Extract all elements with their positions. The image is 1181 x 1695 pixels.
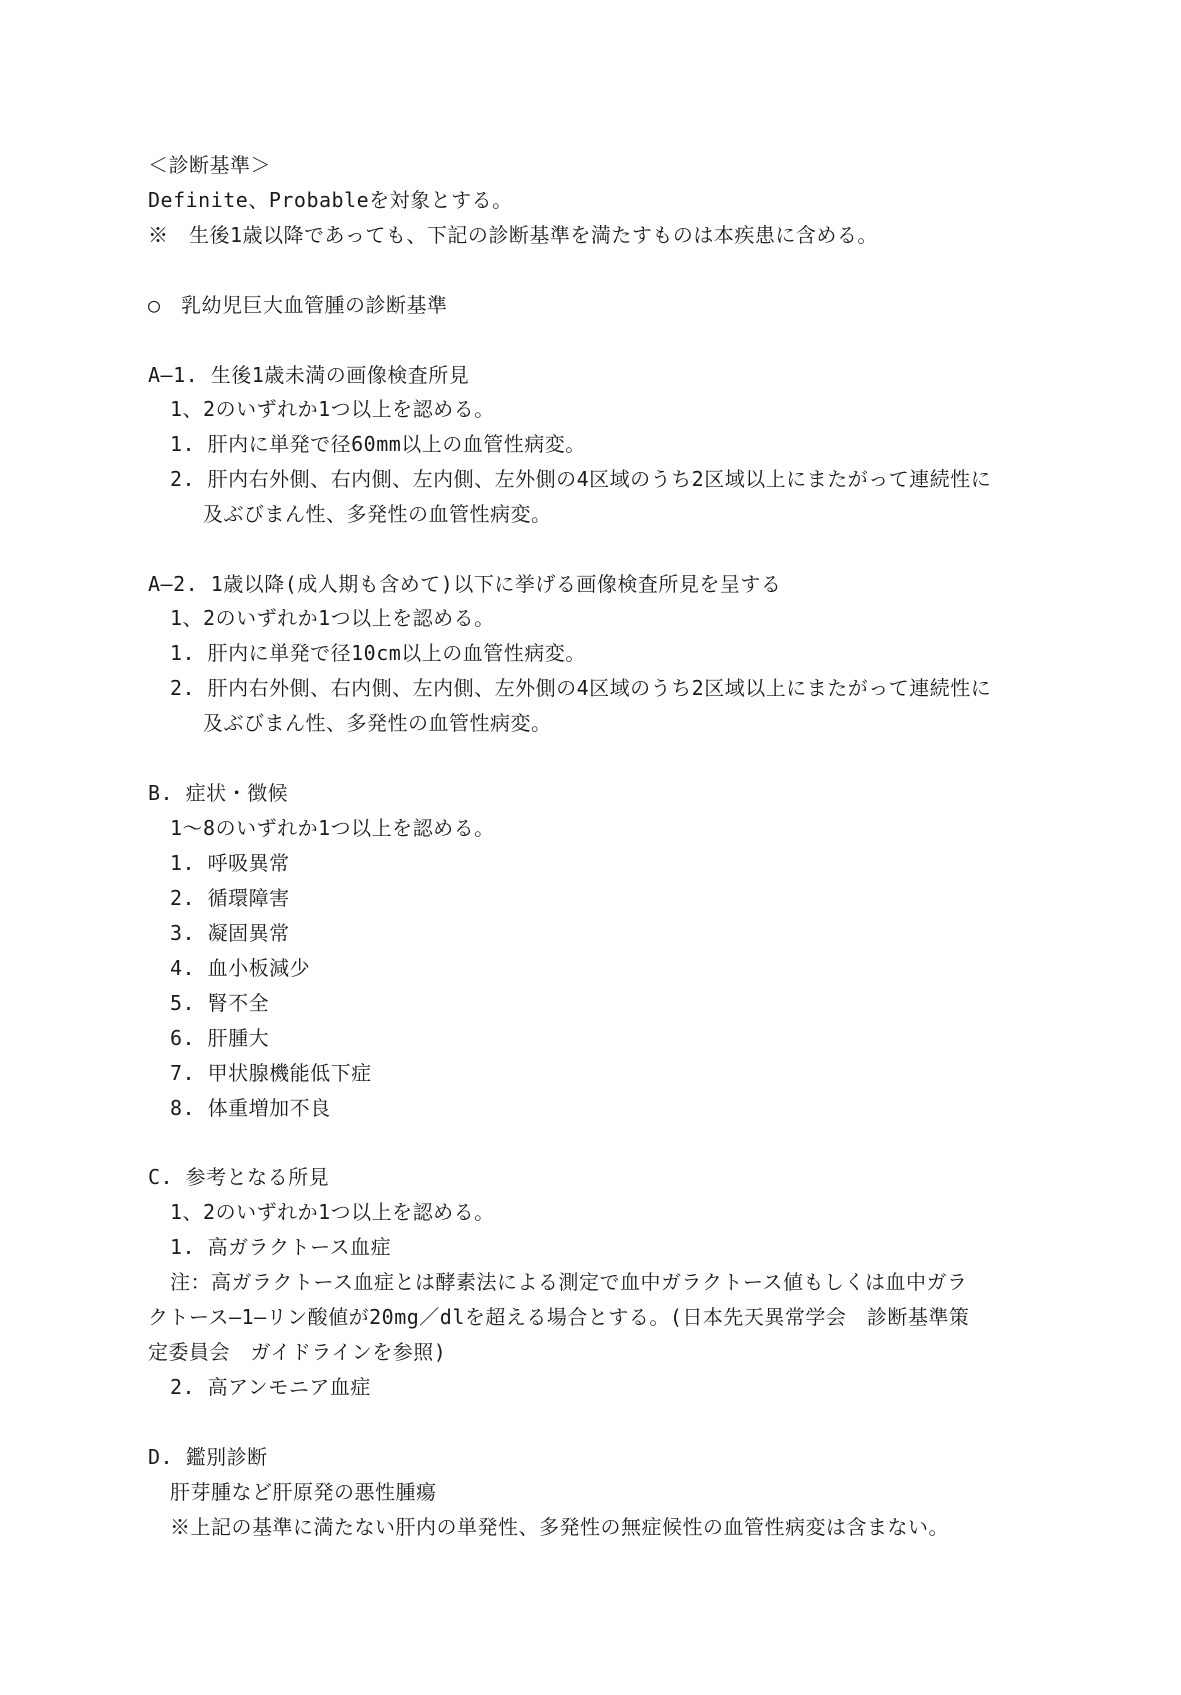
section-a2-item-2: 2. 肝内右外側、右内側、左内側、左外側の4区域のうち2区域以上にまたがって連続性に	[170, 676, 992, 700]
symptom-item: 5. 腎不全	[170, 991, 270, 1015]
section-a1-item-2: 2. 肝内右外側、右内側、左内側、左外側の4区域のうち2区域以上にまたがって連続性に	[170, 467, 992, 491]
symptom-item: 1. 呼吸異常	[170, 851, 290, 875]
age-note: ※ 生後1歳以降であっても、下記の診断基準を満たすものは本疾患に含める。	[148, 223, 878, 247]
symptom-item: 7. 甲状腺機能低下症	[170, 1061, 372, 1085]
section-a1-item-1: 1. 肝内に単発で径60mm以上の血管性病変。	[170, 432, 586, 456]
criteria-title: ○ 乳幼児巨大血管腫の診断基準	[148, 293, 448, 317]
target-statement: Definite、Probableを対象とする。	[148, 188, 513, 212]
symptom-item: 6. 肝腫大	[170, 1026, 270, 1050]
section-c-title: C. 参考となる所見	[148, 1165, 330, 1189]
section-c-note-line-3: 定委員会 ガイドラインを参照)	[148, 1340, 447, 1364]
symptom-item: 4. 血小板減少	[170, 956, 311, 980]
section-d-title: D. 鑑別診断	[148, 1445, 268, 1469]
section-a2-title: A—2. 1歳以降(成人期も含めて)以下に挙げる画像検査所見を呈する	[148, 572, 782, 596]
section-b-lead: 1～8のいずれか1つ以上を認める。	[170, 816, 495, 840]
section-c-item-1: 1. 高ガラクトース血症	[170, 1235, 392, 1259]
symptom-item: 2. 循環障害	[170, 886, 290, 910]
symptom-item: 3. 凝固異常	[170, 921, 290, 945]
section-a1-lead: 1、2のいずれか1つ以上を認める。	[170, 397, 495, 421]
section-c-note-line-1: 注：高ガラクトース血症とは酵素法による測定で血中ガラクトース値もしくは血中ガラ	[170, 1270, 968, 1294]
section-a2-lead: 1、2のいずれか1つ以上を認める。	[170, 606, 495, 630]
section-a1-item-2-cont: 及ぶびまん性、多発性の血管性病変。	[203, 502, 552, 526]
section-a2-item-2-cont: 及ぶびまん性、多発性の血管性病変。	[203, 711, 552, 735]
section-a1-title: A—1. 生後1歳未満の画像検査所見	[148, 363, 470, 387]
section-c-lead: 1、2のいずれか1つ以上を認める。	[170, 1200, 495, 1224]
section-c-item-2: 2. 高アンモニア血症	[170, 1375, 371, 1399]
document-heading: ＜診断基準＞	[148, 153, 271, 177]
symptom-item: 8. 体重増加不良	[170, 1096, 331, 1120]
differential-item: 肝芽腫など肝原発の悪性腫瘍	[170, 1480, 437, 1504]
section-c-note-line-2: クトース—1—リン酸値が20mg／dlを超える場合とする。(日本先天異常学会 診断基準策	[148, 1305, 970, 1329]
exclusion-note: ※上記の基準に満たない肝内の単発性、多発性の無症候性の血管性病変は含まない。	[170, 1515, 949, 1539]
section-a2-item-1: 1. 肝内に単発で径10cm以上の血管性病変。	[170, 641, 586, 665]
section-b-title: B. 症状・徴候	[148, 781, 289, 805]
